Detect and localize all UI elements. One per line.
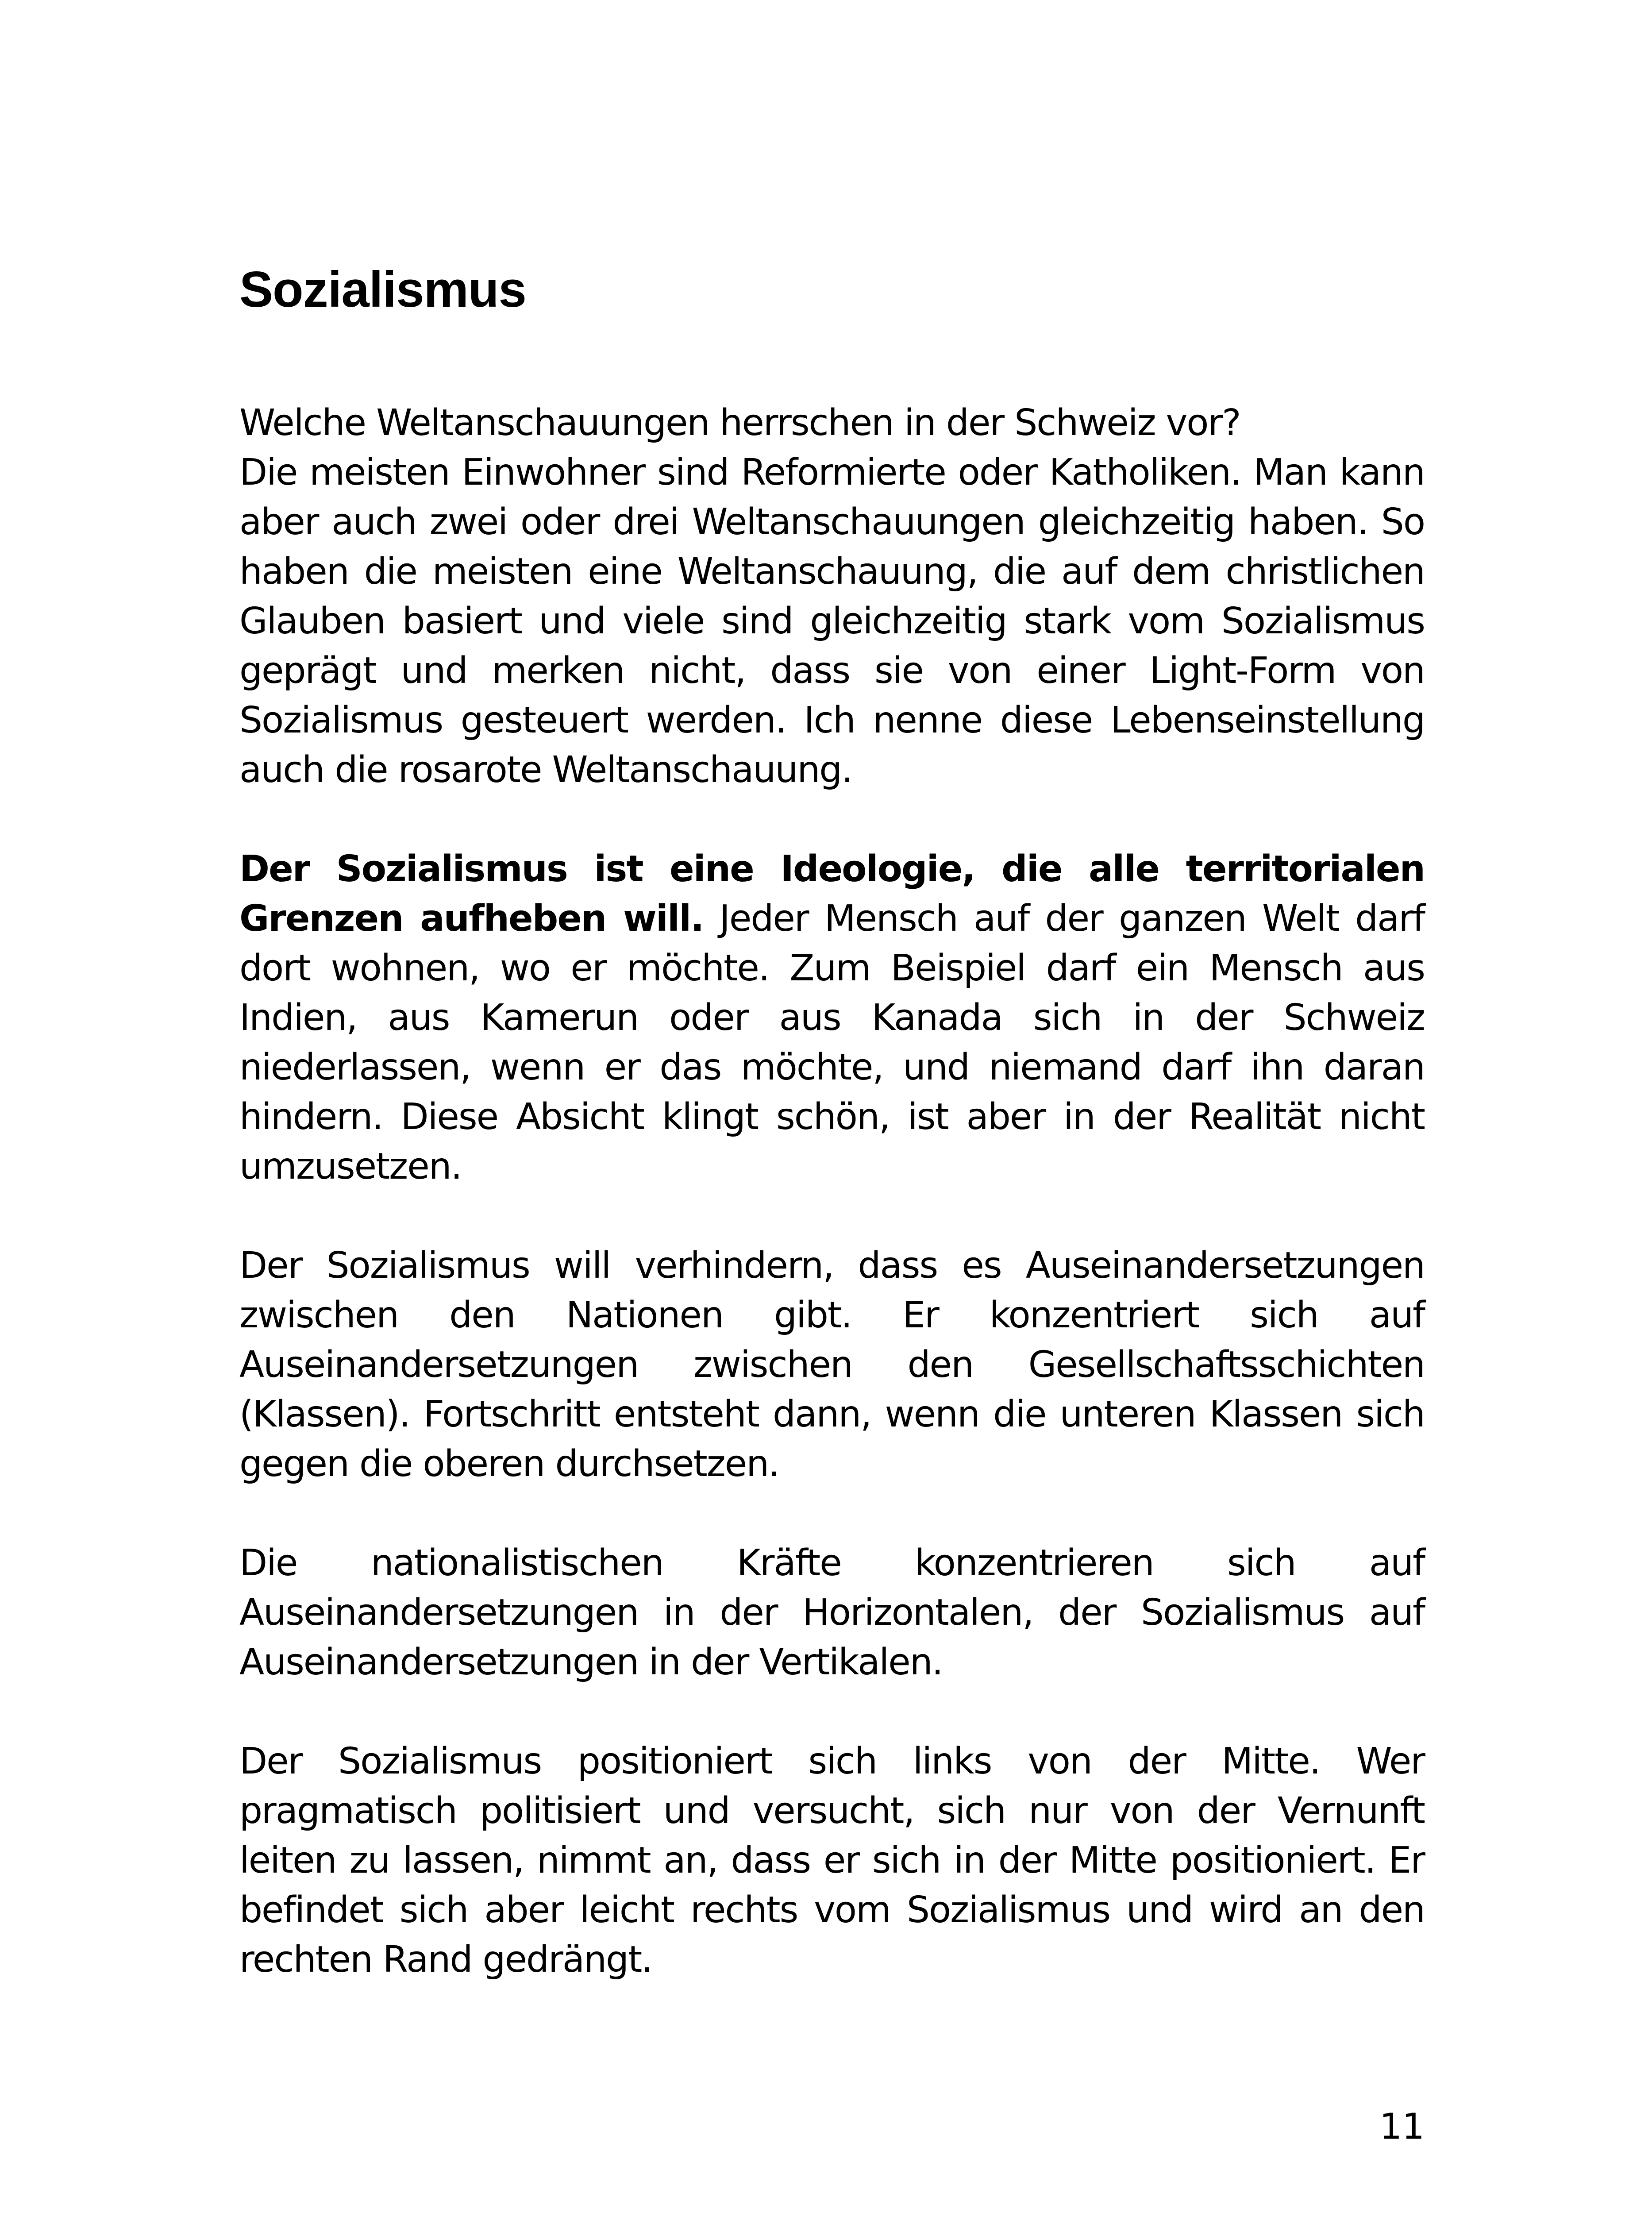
page-number: 11 (1379, 2106, 1425, 2147)
paragraph-2-rest: Jeder Mensch auf der ganzen Welt darf dort wohnen, wo er möchte. Zum Beispiel darf ein Mensch aus Indien, aus Kamerun oder aus Kanada sich in der Schweiz niederlassen, wenn er das möchte, und niemand darf ihn daran hindern. Diese Absicht klingt schön, ist aber in der Realität nicht umzusetzen. (239, 898, 1425, 1187)
question-text: Welche Weltanschauungen herrschen in der Schweiz vor? (239, 402, 1240, 444)
page-title: Sozialismus (239, 262, 526, 318)
paragraph-1: Die meisten Einwohner sind Reformierte oder Katholiken. Man kann aber auch zwei oder drei Weltanschauungen gleichzeitig haben. So haben die meisten eine Weltanschauung, die auf dem christlichen Glauben basiert und viele sind gleichzeitig stark vom Sozialismus geprägt und merken nicht, dass sie von einer Light-Form von Sozialismus gesteuert werden. Ich nenne diese Lebenseinstellung auch die rosarote Weltanschauung. (239, 451, 1425, 791)
paragraph-5: Der Sozialismus positioniert sich links von der Mitte. Wer pragmatisch politisiert und versucht, sich nur von der Vernunft leiten zu lassen, nimmt an, dass er sich in der Mitte positioniert. Er befindet sich aber leicht rechts vom Sozialismus und wird an den rechten Rand gedrängt. (239, 1740, 1425, 1981)
paragraph-3: Der Sozialismus will verhindern, dass es Auseinandersetzungen zwischen den Nationen gibt. Er konzentriert sich auf Auseinandersetzungen zwischen den Gesellschaftsschichten (Klassen). Fortschritt entsteht dann, wenn die unteren Klassen sich gegen die oberen durchsetzen. (239, 1245, 1425, 1485)
paragraph-4: Die nationalistischen Kräfte konzentrieren sich auf Auseinandersetzungen in der Horizontalen, der Sozialismus auf Auseinandersetzungen in der Vertikalen. (239, 1542, 1425, 1683)
body-text (239, 398, 1425, 1985)
paragraph-question (239, 398, 1425, 448)
paragraph-2-bold: Der Sozialismus ist eine Ideologie, die alle territorialen Grenzen aufheben will. (239, 848, 1425, 940)
paragraph-2 (239, 844, 1425, 1191)
